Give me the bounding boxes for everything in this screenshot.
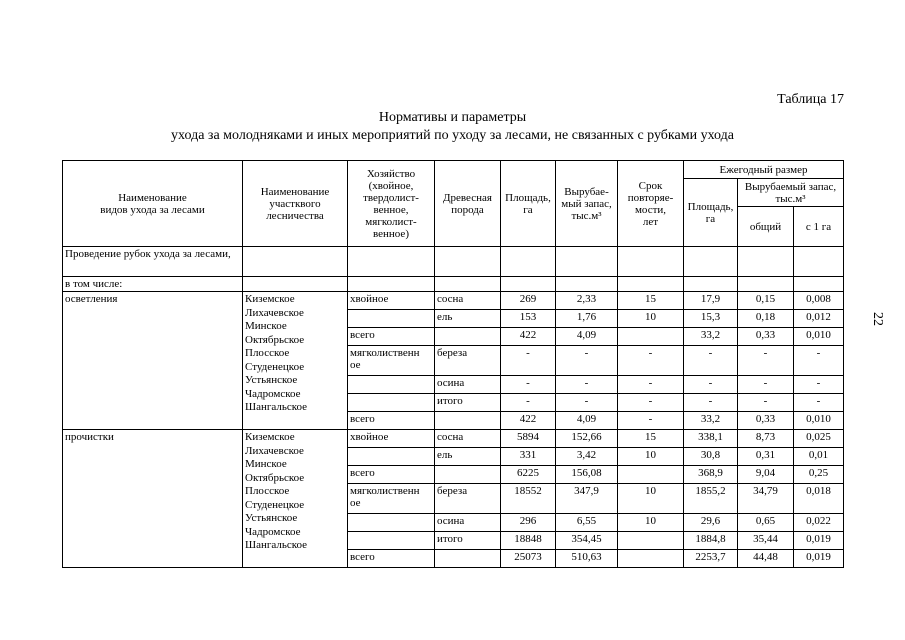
- farm-type: всего: [348, 550, 435, 568]
- header-district: Наименование участквого лесничества: [243, 161, 348, 247]
- table-number: Таблица 17: [777, 92, 844, 107]
- district-list: Киземское Лихачевское Минское Октябрьское Плосское Студенецкое Устьянское Чадромское Шангальское: [243, 292, 348, 430]
- annual-area-value: 29,6: [684, 514, 738, 532]
- annual-stock-per-ha: 0,012: [794, 310, 844, 328]
- table-row: [63, 430, 844, 448]
- period-value: 10: [618, 448, 684, 466]
- stock-value: 354,45: [556, 532, 618, 550]
- species: береза: [435, 484, 501, 514]
- annual-stock-total: 44,48: [738, 550, 794, 568]
- header-type: Наименование видов ухода за лесами: [63, 161, 243, 247]
- annual-area-value: -: [684, 346, 738, 376]
- district-list: Киземское Лихачевское Минское Октябрьское Плосское Студенецкое Устьянское Чадромское Шангальское: [243, 430, 348, 568]
- header-species: Древесная порода: [435, 161, 501, 247]
- farm-type: [348, 532, 435, 550]
- species: сосна: [435, 430, 501, 448]
- stock-value: 347,9: [556, 484, 618, 514]
- period-value: [618, 532, 684, 550]
- annual-stock-per-ha: -: [794, 394, 844, 412]
- annual-stock-per-ha: 0,010: [794, 328, 844, 346]
- area-value: 269: [501, 292, 556, 310]
- header-stock-per-ha: с 1 га: [794, 207, 844, 247]
- annual-area-value: 15,3: [684, 310, 738, 328]
- species: осина: [435, 376, 501, 394]
- header-annual: Ежегодный размер: [684, 161, 844, 179]
- annual-area-value: 338,1: [684, 430, 738, 448]
- annual-stock-total: 0,65: [738, 514, 794, 532]
- annual-stock-total: 0,33: [738, 412, 794, 430]
- annual-area-value: 1855,2: [684, 484, 738, 514]
- area-value: 422: [501, 328, 556, 346]
- annual-stock-total: 9,04: [738, 466, 794, 484]
- annual-area-value: 17,9: [684, 292, 738, 310]
- area-value: 6225: [501, 466, 556, 484]
- header-stock: Вырубае- мый запас, тыс.м³: [556, 161, 618, 247]
- annual-stock-total: 0,18: [738, 310, 794, 328]
- period-value: -: [618, 412, 684, 430]
- document-heading: [0, 109, 905, 145]
- farm-type: мягколиственн ое: [348, 346, 435, 376]
- farm-type: [348, 514, 435, 532]
- annual-area-value: -: [684, 394, 738, 412]
- annual-area-value: 33,2: [684, 412, 738, 430]
- period-value: [618, 466, 684, 484]
- species: итого: [435, 394, 501, 412]
- care-type-name: прочистки: [63, 430, 243, 568]
- annual-stock-per-ha: 0,025: [794, 430, 844, 448]
- species: береза: [435, 346, 501, 376]
- period-value: -: [618, 346, 684, 376]
- stock-value: 510,63: [556, 550, 618, 568]
- annual-stock-per-ha: 0,019: [794, 532, 844, 550]
- heading-line-2: ухода за молодняками и иных мероприятий по уходу за лесами, не связанных с рубками ухода: [171, 128, 734, 143]
- species: ель: [435, 310, 501, 328]
- period-value: 10: [618, 514, 684, 532]
- species: [435, 328, 501, 346]
- area-value: 331: [501, 448, 556, 466]
- species: осина: [435, 514, 501, 532]
- area-value: 153: [501, 310, 556, 328]
- annual-stock-total: 0,33: [738, 328, 794, 346]
- area-value: 296: [501, 514, 556, 532]
- annual-stock-total: 35,44: [738, 532, 794, 550]
- stock-value: 4,09: [556, 328, 618, 346]
- annual-stock-total: -: [738, 376, 794, 394]
- annual-stock-per-ha: 0,018: [794, 484, 844, 514]
- area-value: -: [501, 346, 556, 376]
- period-value: -: [618, 394, 684, 412]
- farm-type: [348, 448, 435, 466]
- norms-table: [62, 160, 844, 568]
- farm-type: хвойное: [348, 430, 435, 448]
- annual-stock-total: 8,73: [738, 430, 794, 448]
- area-value: 5894: [501, 430, 556, 448]
- area-value: 25073: [501, 550, 556, 568]
- annual-stock-per-ha: 0,019: [794, 550, 844, 568]
- area-value: 18552: [501, 484, 556, 514]
- page-number: 22: [870, 312, 885, 326]
- stock-value: 3,42: [556, 448, 618, 466]
- header-annual-stock: Вырубаемый запас, тыс.м³: [738, 179, 844, 207]
- farm-type: хвойное: [348, 292, 435, 310]
- header-period: Срок повторяе- мости, лет: [618, 161, 684, 247]
- table-row: [63, 292, 844, 310]
- annual-area-value: 1884,8: [684, 532, 738, 550]
- species: [435, 550, 501, 568]
- stock-value: 2,33: [556, 292, 618, 310]
- period-value: -: [618, 376, 684, 394]
- period-value: 15: [618, 292, 684, 310]
- annual-stock-total: 0,31: [738, 448, 794, 466]
- stock-value: 1,76: [556, 310, 618, 328]
- annual-stock-per-ha: -: [794, 376, 844, 394]
- period-value: 15: [618, 430, 684, 448]
- farm-type: [348, 394, 435, 412]
- including-label: в том числе:: [63, 277, 243, 292]
- care-type-name: осветления: [63, 292, 243, 430]
- species: сосна: [435, 292, 501, 310]
- species: итого: [435, 532, 501, 550]
- annual-stock-total: 34,79: [738, 484, 794, 514]
- period-value: [618, 328, 684, 346]
- annual-stock-total: 0,15: [738, 292, 794, 310]
- farm-type: всего: [348, 412, 435, 430]
- stock-value: -: [556, 376, 618, 394]
- header-area: Площадь, га: [501, 161, 556, 247]
- section-title: Проведение рубок ухода за лесами,: [63, 247, 243, 277]
- period-value: 10: [618, 310, 684, 328]
- annual-area-value: 33,2: [684, 328, 738, 346]
- stock-value: -: [556, 394, 618, 412]
- farm-type: мягколиственн ое: [348, 484, 435, 514]
- annual-stock-per-ha: 0,008: [794, 292, 844, 310]
- annual-stock-per-ha: 0,01: [794, 448, 844, 466]
- annual-stock-per-ha: -: [794, 346, 844, 376]
- stock-value: 156,08: [556, 466, 618, 484]
- area-value: -: [501, 394, 556, 412]
- farm-type: [348, 310, 435, 328]
- period-value: 10: [618, 484, 684, 514]
- species: ель: [435, 448, 501, 466]
- header-farm: Хозяйство (хвойное, твердолист- венное, мягколист- венное): [348, 161, 435, 247]
- stock-value: 4,09: [556, 412, 618, 430]
- annual-area-value: 2253,7: [684, 550, 738, 568]
- period-value: [618, 550, 684, 568]
- area-value: 422: [501, 412, 556, 430]
- annual-area-value: 368,9: [684, 466, 738, 484]
- farm-type: всего: [348, 328, 435, 346]
- annual-stock-per-ha: 0,010: [794, 412, 844, 430]
- heading-line-1: Нормативы и параметры: [378, 110, 527, 125]
- farm-type: всего: [348, 466, 435, 484]
- annual-area-value: -: [684, 376, 738, 394]
- annual-stock-per-ha: 0,022: [794, 514, 844, 532]
- area-value: -: [501, 376, 556, 394]
- annual-stock-total: -: [738, 346, 794, 376]
- header-stock-total: общий: [738, 207, 794, 247]
- species: [435, 412, 501, 430]
- area-value: 18848: [501, 532, 556, 550]
- stock-value: -: [556, 346, 618, 376]
- stock-value: 152,66: [556, 430, 618, 448]
- species: [435, 466, 501, 484]
- annual-stock-total: -: [738, 394, 794, 412]
- annual-stock-per-ha: 0,25: [794, 466, 844, 484]
- annual-area-value: 30,8: [684, 448, 738, 466]
- stock-value: 6,55: [556, 514, 618, 532]
- farm-type: [348, 376, 435, 394]
- header-annual-area: Площадь, га: [684, 179, 738, 247]
